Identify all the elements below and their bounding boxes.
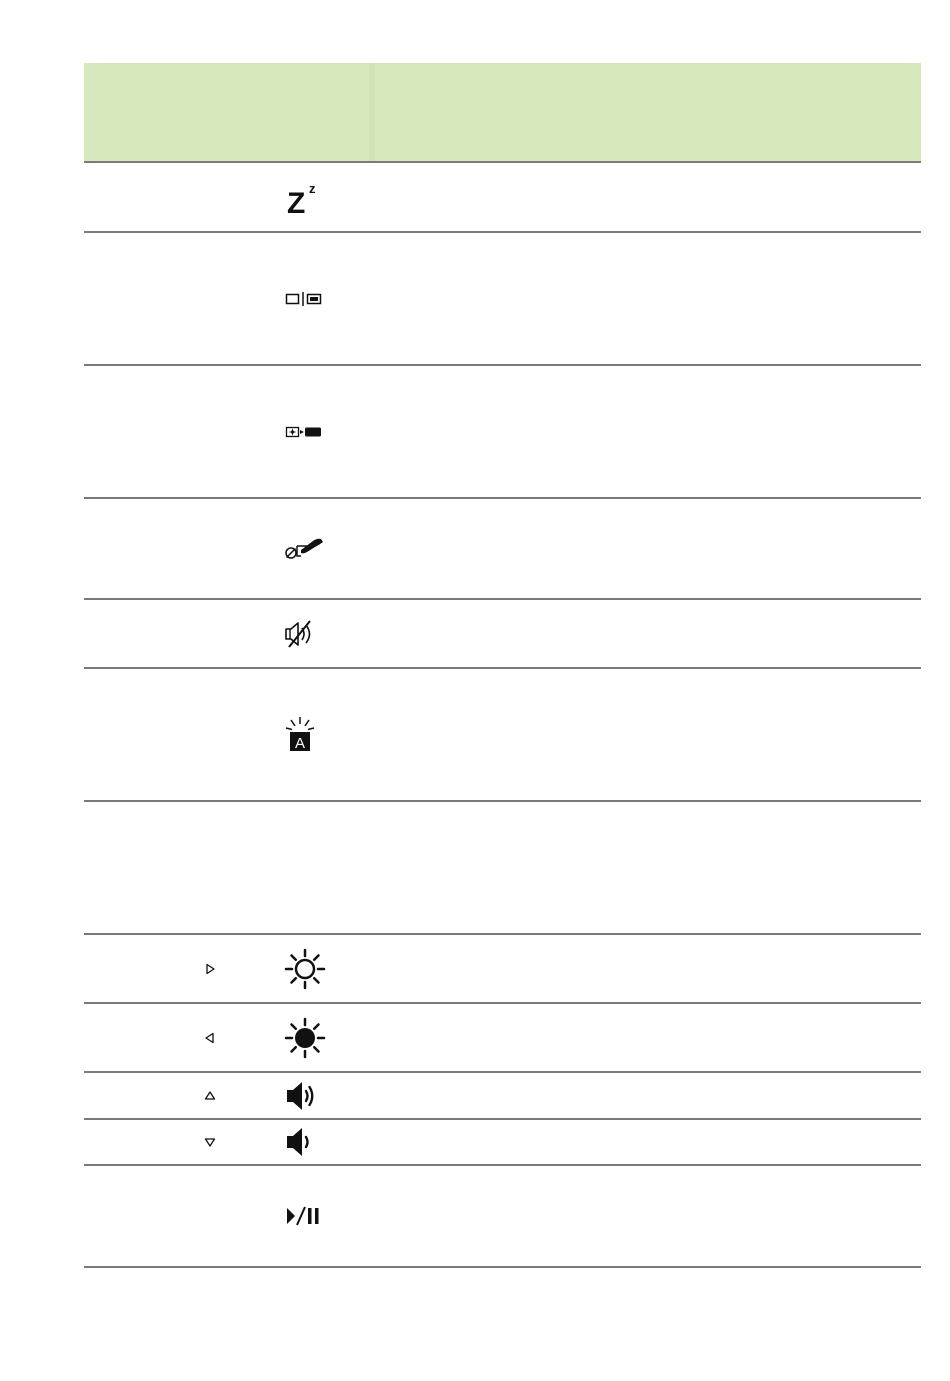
svg-text:Z: Z [287, 187, 306, 217]
svg-text:z: z [309, 181, 316, 196]
table-row [84, 600, 921, 669]
display-off-icon [283, 410, 331, 454]
table-row [84, 1166, 921, 1268]
svg-text:A: A [294, 734, 306, 752]
table-row [84, 1004, 921, 1073]
volume-up-icon [283, 1074, 331, 1118]
table-row [84, 935, 921, 1004]
table-row [84, 802, 921, 935]
table-row [84, 669, 921, 802]
table-row [84, 1120, 921, 1166]
keyboard-backlight-icon [283, 713, 331, 757]
sleep-icon [283, 175, 331, 219]
speaker-toggle-icon [283, 612, 331, 656]
play-pause-icon [283, 1194, 331, 1238]
right-arrow-icon [198, 959, 222, 979]
table-row [84, 366, 921, 499]
table-row [84, 163, 921, 233]
down-arrow-icon [198, 1132, 222, 1152]
touchpad-toggle-icon [283, 527, 331, 571]
brightness-up-icon [283, 947, 331, 991]
brightness-down-icon [283, 1016, 331, 1060]
header-column-divider [369, 63, 375, 161]
table-row [84, 233, 921, 366]
up-arrow-icon [198, 1086, 222, 1106]
hotkey-table [84, 63, 921, 1268]
table-header [84, 63, 921, 163]
display-toggle-icon [283, 277, 331, 321]
table-row [84, 1073, 921, 1120]
volume-down-icon [283, 1120, 331, 1164]
left-arrow-icon [198, 1028, 222, 1048]
table-row [84, 499, 921, 600]
